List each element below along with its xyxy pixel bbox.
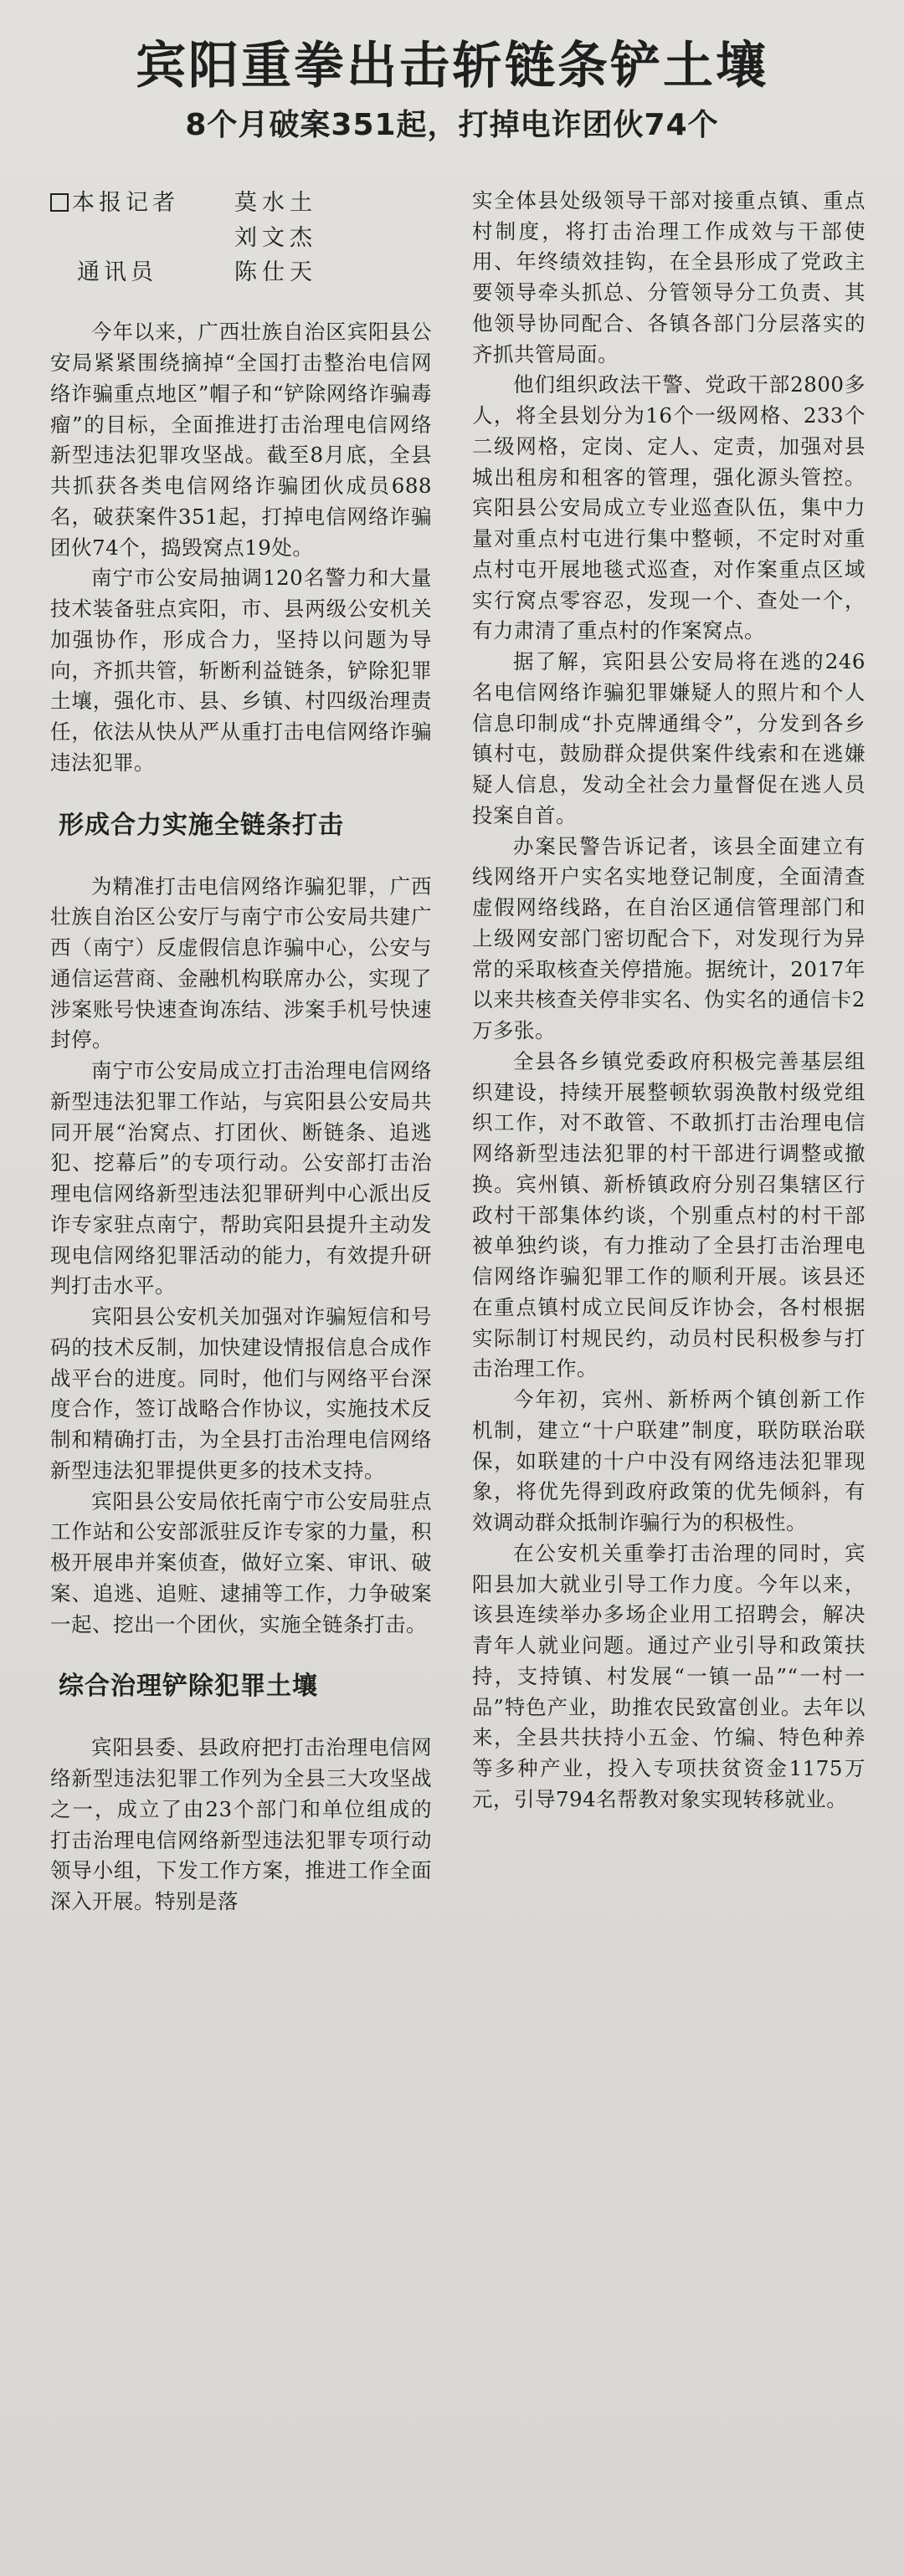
- section-heading-1: 形成合力实施全链条打击: [59, 810, 344, 840]
- section-1-paragraph: 宾阳县公安局依托南宁市公安局驻点工作站和公安部派驻反诈专家的力量，积极开展串并案侦查，做好立案、审讯、破案、追逃、追赃、逮捕等工作，力争破案一起、挖出一个团伙，实施全链条打击。: [50, 1488, 432, 1636]
- reporter-name-1: 莫水土: [234, 189, 317, 216]
- byline-spacer: [50, 221, 234, 256]
- section-1-paragraph: 宾阳县公安机关加强对诈骗短信和号码的技术反制，加快建设情报信息合成作战平台的进度。同时，他们与网络平台深度合作，签订战略合作协议，实施技术反制和精确打击，为全县打击治理电信网络新型违法犯罪提供更多的技术支持。: [50, 1304, 432, 1483]
- section-1-paragraph: 南宁市公安局成立打击治理电信网络新型违法犯罪工作站，与宾阳县公安局共同开展“治窝点、打团伙、断链条、追逃犯、挖幕后”的专项行动。公安部打击治理电信网络新型违法犯罪研判中心派出反诈专家驻点南宁，帮助宾阳县提升主动发现电信网络犯罪活动的能力，有效提升研判打击水平。: [50, 1058, 432, 1298]
- intro-paragraph: 南宁市公安局抽调120名警力和大量技术装备驻点宾阳，市、县两级公安机关加强协作，形成合力，坚持以问题为导向，齐抓共管，斩断利益链条，铲除犯罪土壤，强化市、县、乡镇、村四级治理责任，依法从快从严从重打击电信网络诈骗违法犯罪。: [50, 566, 432, 775]
- byline: [50, 186, 432, 291]
- section-2-paragraph: 宾阳县委、县政府把打击治理电信网络新型违法犯罪工作列为全县三大攻坚战之一，成立了由23个部门和单位组成的打击治理电信网络新型违法犯罪专项行动领导小组，下发工作方案，推进工作全面深入开展。特别是落: [50, 1735, 432, 1914]
- byline-reporter-row: [50, 186, 432, 221]
- right-paragraph: 全县各乡镇党委政府积极完善基层组织建设，持续开展整顿软弱涣散村级党组织工作，对不敢管、不敢抓打击治理电信网络新型违法犯罪的村干部进行调整或撤换。宾州镇、新桥镇政府分别召集辖区行政村干部集体约谈，个别重点村的村干部被单独约谈，有力推动了全县打击治理电信网络诈骗犯罪工作的顺利开展。该县还在重点镇村成立民间反诈协会，各村根据实际制订村规民约，动员村民积极参与打击治理工作。: [472, 1048, 865, 1381]
- section-1-paragraph: 为精准打击电信网络诈骗犯罪，广西壮族自治区公安厅与南宁市公安局共建广西（南宁）反虚假信息诈骗中心，公安与通信运营商、金融机构联席办公，实现了涉案账号快速查询冻结、涉案手机号快速封停。: [50, 873, 432, 1052]
- right-paragraph: 他们组织政法干警、党政干部2800多人，将全县划分为16个一级网格、233个二级网格，定岗、定人、定责，加强对县城出租房和租客的管理，强化源头管控。宾阳县公安局成立专业巡查队伍，集中力量对重点村屯进行集中整顿，不定时对重点村屯开展地毯式巡查，对作案重点区域实行窝点零容忍，发现一个、查处一个，有力肃清了重点村的作案窝点。: [472, 372, 865, 643]
- reporter-role-label: 本报记者: [72, 189, 179, 216]
- subheadline: 8个月破案351起，打掉电诈团伙74个: [185, 108, 719, 142]
- right-paragraph: 今年初，宾州、新桥两个镇创新工作机制，建立“十户联建”制度，联防联治联保，如联建的十户中没有网络违法犯罪现象，将优先得到政府政策的优先倾斜，有效调动群众抵制诈骗行为的积极性。: [472, 1387, 865, 1535]
- correspondent-name: 陈仕天: [234, 259, 317, 286]
- byline-reporter-row-2: [50, 221, 432, 256]
- right-paragraph: 办案民警告诉记者，该县全面建立有线网络开户实名实地登记制度，全面清查虚假网络线路，在自治区通信管理部门和上级网安部门密切配合下，对发现行为异常的采取核查关停措施。据统计，2017年以来共核查关停非实名、伪实名的通信卡2万多张。: [472, 833, 865, 1043]
- reporter-name-2: 刘文杰: [234, 224, 317, 251]
- left-column: [39, 186, 432, 1918]
- section-heading-2: 综合治理铲除犯罪土壤: [59, 1672, 318, 1702]
- correspondent-role: 通讯员: [77, 259, 157, 286]
- article-columns: [39, 186, 865, 1918]
- right-paragraph: 据了解，宾阳县公安局将在逃的246名电信网络诈骗犯罪嫌疑人的照片和个人信息印制成“扑克牌通缉令”，分发到各乡镇村屯，鼓励群众提供案件线索和在逃嫌疑人信息，发动全社会力量督促在逃人员投案自首。: [472, 649, 865, 827]
- byline-reporter-role: [50, 186, 234, 221]
- byline-correspondent-row: [50, 255, 432, 290]
- headline: 宾阳重拳出击斩链条铲土壤: [136, 37, 768, 95]
- right-paragraph: 在公安机关重拳打击治理的同时，宾阳县加大就业引导工作力度。今年以来，该县连续举办多场企业用工招聘会，解决青年人就业问题。通过产业引导和政策扶持，支持镇、村发展“一镇一品”“一村一品”特色产业，助推农民致富创业。去年以来，全县共扶持小五金、竹编、特色种养等多种产业，投入专项扶贫资金1175万元，引导794名帮教对象实现转移就业。: [472, 1540, 865, 1811]
- right-column: [472, 186, 865, 1918]
- intro-paragraph: 今年以来，广西壮族自治区宾阳县公安局紧紧围绕摘掉“全国打击整治电信网络诈骗重点地区”帽子和“铲除网络诈骗毒瘤”的目标，全面推进打击治理电信网络新型违法犯罪攻坚战。截至8月底，全县共抓获各类电信网络诈骗团伙成员688名，破获案件351起，打掉电信网络诈骗团伙74个，捣毁窝点19处。: [50, 320, 432, 560]
- right-paragraph-continued: 实全体县处级领导干部对接重点镇、重点村制度，将打击治理工作成效与干部使用、年终绩效挂钩，在全县形成了党政主要领导牵头抓总、分管领导分工负责、其他领导协同配合、各镇各部门分层落实的齐抓共管局面。: [472, 187, 865, 366]
- square-marker-icon: [50, 193, 69, 212]
